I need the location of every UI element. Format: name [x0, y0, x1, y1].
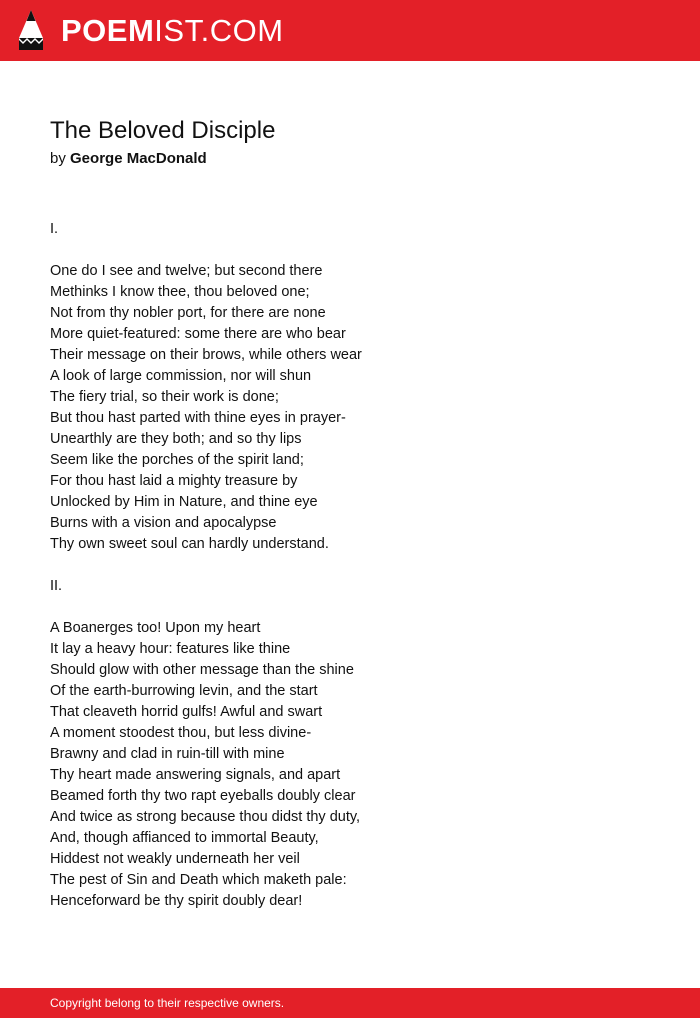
poem-line: That cleaveth horrid gulfs! Awful and swart [50, 704, 323, 720]
site-logo[interactable] [61, 12, 284, 50]
copyright-notice: Copyright belong to their respective owners. [50, 996, 285, 1010]
logo-bold-text: POEM [61, 13, 155, 48]
poem-line: II. [50, 578, 63, 594]
poem-line [50, 597, 650, 618]
poem-body [50, 219, 650, 912]
poem-line: A Boanerges too! Upon my heart [50, 620, 261, 636]
poem-line: Brawny and clad in ruin-till with mine [50, 746, 285, 762]
pencil-tip-icon[interactable] [18, 9, 44, 51]
poem-line: It lay a heavy hour: features like thine [50, 641, 291, 657]
poem-title: The Beloved Disciple [50, 117, 276, 144]
poem-line: Burns with a vision and apocalypse [50, 515, 277, 531]
poem-line: Henceforward be thy spirit doubly dear! [50, 893, 303, 909]
poem-line: A moment stoodest thou, but less divine- [50, 725, 312, 741]
poem-line: Thy heart made answering signals, and apart [50, 767, 341, 783]
poem-line: For thou hast laid a mighty treasure by [50, 473, 298, 489]
poem-line: And twice as strong because thou didst thy duty, [50, 809, 361, 825]
poem-line: And, though affianced to immortal Beauty, [50, 830, 319, 846]
site-footer [0, 988, 700, 1018]
poem-line: One do I see and twelve; but second there [50, 263, 323, 279]
poem-line: Not from thy nobler port, for there are none [50, 305, 326, 321]
poem-line: The pest of Sin and Death which maketh pale: [50, 872, 347, 888]
poem-line: Of the earth-burrowing levin, and the start [50, 683, 318, 699]
site-header [0, 0, 700, 61]
poem-line: A look of large commission, nor will shun [50, 368, 312, 384]
poem-line: Beamed forth thy two rapt eyeballs doubly clear [50, 788, 356, 804]
poem-line: Seem like the porches of the spirit land; [50, 452, 304, 468]
poem-line: Should glow with other message than the shine [50, 662, 354, 678]
poem-line [50, 240, 650, 261]
logo-light-text: IST.COM [154, 13, 284, 48]
poem-line: The fiery trial, so their work is done; [50, 389, 279, 405]
poem-line: Methinks I know thee, thou beloved one; [50, 284, 310, 300]
poem-line: Their message on their brows, while others wear [50, 347, 362, 363]
poem-line: Unearthly are they both; and so thy lips [50, 431, 302, 447]
author-name: George MacDonald [70, 150, 207, 167]
poem-line: More quiet-featured: some there are who bear [50, 326, 346, 342]
poem-line: Unlocked by Him in Nature, and thine eye [50, 494, 318, 510]
poem-line: Thy own sweet soul can hardly understand. [50, 536, 329, 552]
poem-line: I. [50, 221, 59, 237]
poem-line [50, 555, 650, 576]
poem-line: Hiddest not weakly underneath her veil [50, 851, 300, 867]
byline-prefix: by [50, 150, 66, 167]
byline [50, 149, 207, 169]
poem-line: But thou hast parted with thine eyes in prayer- [50, 410, 346, 426]
